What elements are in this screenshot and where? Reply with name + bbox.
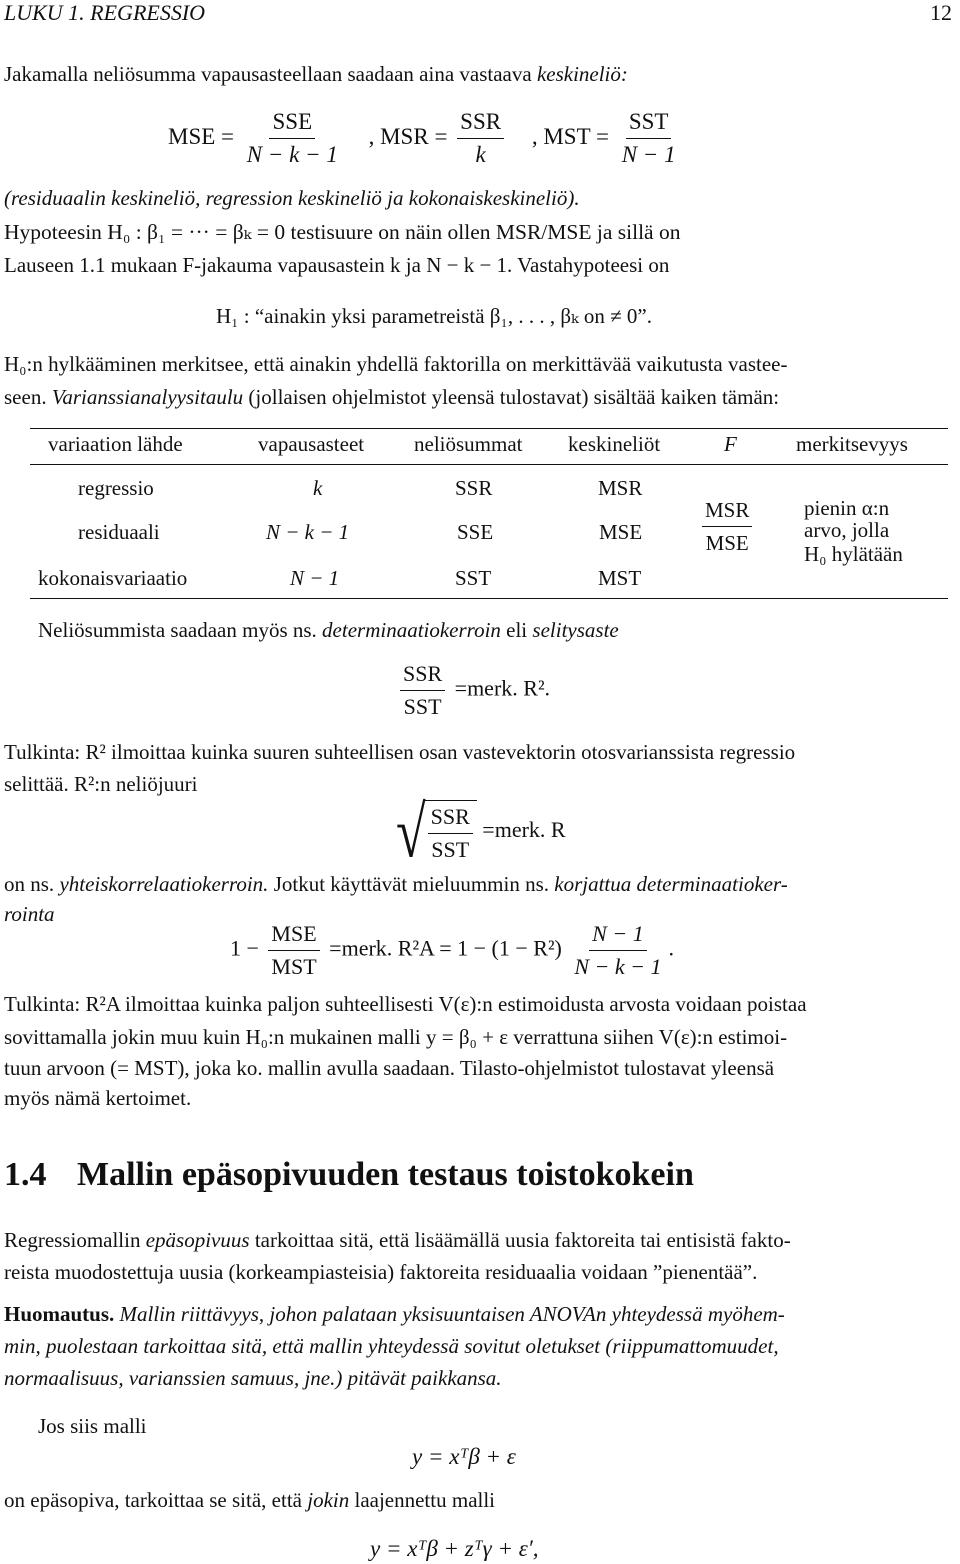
running-header-chapter: LUKU 1. REGRESSIO [4,0,206,25]
paragraph-7-line-1: Tulkinta: R²A ilmoittaa kuinka paljon suhteellisesti V(ε):n estimoidusta arvosta voidaan poistaa [4,992,807,1016]
msr-denominator: k [475,142,486,167]
p3-text-a: seen. [4,385,52,409]
row-residual-source: residuaali [78,520,160,544]
r-denominator: SST [431,837,470,862]
row-total-df: N − 1 [290,566,340,590]
paragraph-2-line-2: Hypoteesin H₀ : β₁ = ··· = βₖ = 0 testisuure on näin ollen MSR/MSE ja sillä on [4,220,681,244]
r-equation [396,791,566,873]
p10-c: laajennettu malli [349,1488,496,1512]
row-total-source: kokonaisvariaatio [38,566,188,590]
ra-denominator-2: N − k − 1 [574,954,662,979]
p8-a: Regressiomallin [4,1228,146,1252]
p6-a: on ns. [4,872,60,896]
f-statistic-fraction [702,496,752,557]
row-residual-ss: SSE [457,520,494,544]
intro-term: keskineliö: [536,62,628,86]
mse-fraction [244,108,341,169]
remark-line-3: normaalisuus, varianssien samuus, jne.) pitävät paikkansa. [4,1366,502,1390]
paragraph-6-line-2: rointa [4,902,55,926]
r-numerator: SSR [428,803,473,834]
r2-rhs: =merk. R². [454,675,551,701]
mse-denominator: N − k − 1 [246,142,338,167]
r-squared-equation [396,660,550,721]
paragraph-7-line-4: myös nämä kertoimet. [4,1086,192,1110]
significance-line-2: arvo, jolla [804,518,890,542]
intro-text: Jakamalla neliösumma vapausasteellaan saadaan aina vastaava [4,62,537,86]
mean-squares-equation [168,108,683,169]
ra-denominator-1: MST [271,954,317,979]
section-title: Mallin epäsopivuuden testaus toistokokein [77,1156,694,1193]
row-regression-df: k [313,476,323,500]
p10-term: jokin [307,1488,350,1512]
remark-line-1 [4,1302,785,1327]
p3-term: Varianssianalyysitaulu [51,385,244,409]
remark-line-2: min, puolestaan tarkoittaa sitä, että mallin yhteydessä sovitut oletukset (riippumattomuudet, [4,1334,779,1358]
r2-denominator: SST [403,694,442,719]
sqrt-sign-icon: √ [396,791,426,873]
msr-lhs: , MSR = [368,123,448,149]
p4-term-1: determinaatiokerroin [322,618,501,642]
f-denominator: MSE [705,531,749,555]
mst-denominator: N − 1 [621,142,676,167]
p10-a: on epäsopiva, tarkoittaa se sitä, että [4,1488,308,1512]
mst-lhs: , MST = [531,123,609,149]
header-significance: merkitsevyys [796,432,908,456]
header-ss: neliösummat [414,432,523,456]
significance-line-3: H₀ hylätään [804,542,903,566]
row-total-ms: MST [598,566,642,590]
header-ms: keskineliöt [568,432,661,456]
remark-text-1: Mallin riittävyys, johon palataan yksisuuntaisen ANOVAn yhteydessä myöhem- [114,1302,785,1326]
model-equation: y = xᵀβ + ε [412,1444,516,1469]
mst-fraction [619,108,679,169]
mse-lhs: MSE = [168,123,235,149]
p6-term-2: korjattua determinaatioker- [554,872,788,896]
p8-c: tarkoittaa sitä, että lisäämällä uusia faktoreita tai entisistä fakto- [249,1228,791,1252]
section-heading [4,1156,694,1194]
header-f: F [724,432,737,456]
p3-text-c: (jollaisen ohjelmistot yleensä tulostavat) sisältää kaiken tämän: [243,385,780,409]
row-total-ss: SST [455,566,492,590]
ra-end: . [668,935,675,961]
msr-fraction [457,108,504,169]
paragraph-8-line-2: reista muodostettuja uusia (korkeampiasteisia) faktoreita residuaalia voidaan ”pienentää”. [4,1260,758,1284]
paragraph-intro [4,62,628,87]
paragraph-3-line-2 [4,385,779,410]
paragraph-5-line-1: Tulkinta: R² ilmoittaa kuinka suuren suhteellisen osan vastevektorin otosvarianssista regressio [4,740,796,764]
row-residual-ms: MSE [599,520,643,544]
ra-fraction-2 [571,920,664,981]
mse-numerator: SSE [269,108,315,139]
p4-c: eli [500,618,533,642]
p4-a: Neliösummista saadaan myös ns. [38,618,323,642]
mst-numerator: SST [626,108,672,139]
paragraph-2-line-1: (residuaalin keskineliö, regression keskineliö ja kokonaiskeskineliö). [4,186,580,210]
ra-fraction-1 [268,920,319,981]
page-number: 12 [930,0,952,25]
row-residual-df: N − k − 1 [266,520,350,544]
ra-mid: =merk. R²A = 1 − (1 − R²) [329,935,562,961]
extended-model-equation: y = xᵀβ + zᵀγ + ε′, [370,1536,539,1561]
paragraph-5-line-2: selittää. R²:n neliöjuuri [4,772,198,796]
remark-label: Huomautus. [4,1302,115,1326]
msr-numerator: SSR [457,108,504,139]
ra-numerator-2: N − 1 [589,920,647,951]
significance-line-1: pienin α:n [804,496,890,520]
r-fraction [428,803,473,864]
p8-term: epäsopivuus [145,1228,250,1252]
table-mid-rule [30,464,948,465]
p4-term-2: selitysaste [532,618,619,642]
p6-term-1: yhteiskorrelaatiokerroin. [59,872,269,896]
header-source: variaation lähde [48,432,183,456]
row-regression-source: regressio [78,476,154,500]
paragraph-4 [38,618,619,643]
paragraph-3-line-1: H₀:n hylkääminen merkitsee, että ainakin yhdellä faktorilla on merkittävää vaikutusta vastee- [4,352,788,376]
table-top-rule [30,428,948,429]
r2-fraction [400,660,445,721]
table-bottom-rule [30,598,948,599]
section-number: 1.4 [4,1156,47,1193]
ra-numerator-1: MSE [268,920,319,951]
p6-c: Jotkut käyttävät mieluummin ns. [268,872,555,896]
alternative-hypothesis: H₁ : “ainakin yksi parametreistä β₁, . . . , βₖ on ≠ 0”. [216,304,653,328]
paragraph-2-line-3: Lauseen 1.1 mukaan F-jakauma vapausastein k ja N − k − 1. Vastahypoteesi on [4,253,670,277]
r2-numerator: SSR [400,660,445,691]
r-rhs: =merk. R [482,817,566,843]
paragraph-7-line-3: tuun arvoon (= MST), joka ko. mallin avulla saadaan. Tilasto-ohjelmistot tulostavat yleensä [4,1056,775,1080]
f-numerator: MSR [702,496,752,527]
paragraph-10 [4,1488,495,1513]
paragraph-7-line-2: sovittamalla jokin muu kuin H₀:n mukainen malli y = β₀ + ε verrattuna siihen V(ε):n estimoi- [4,1025,788,1049]
row-regression-ms: MSR [598,476,643,500]
adjusted-r-squared-equation [230,920,674,981]
paragraph-8-line-1 [4,1228,791,1253]
paragraph-9: Jos siis malli [38,1414,147,1438]
square-root [396,791,477,873]
row-regression-ss: SSR [455,476,493,500]
ra-one: 1 − [230,935,259,961]
header-df: vapausasteet [258,432,365,456]
paragraph-6-line-1 [4,872,788,897]
